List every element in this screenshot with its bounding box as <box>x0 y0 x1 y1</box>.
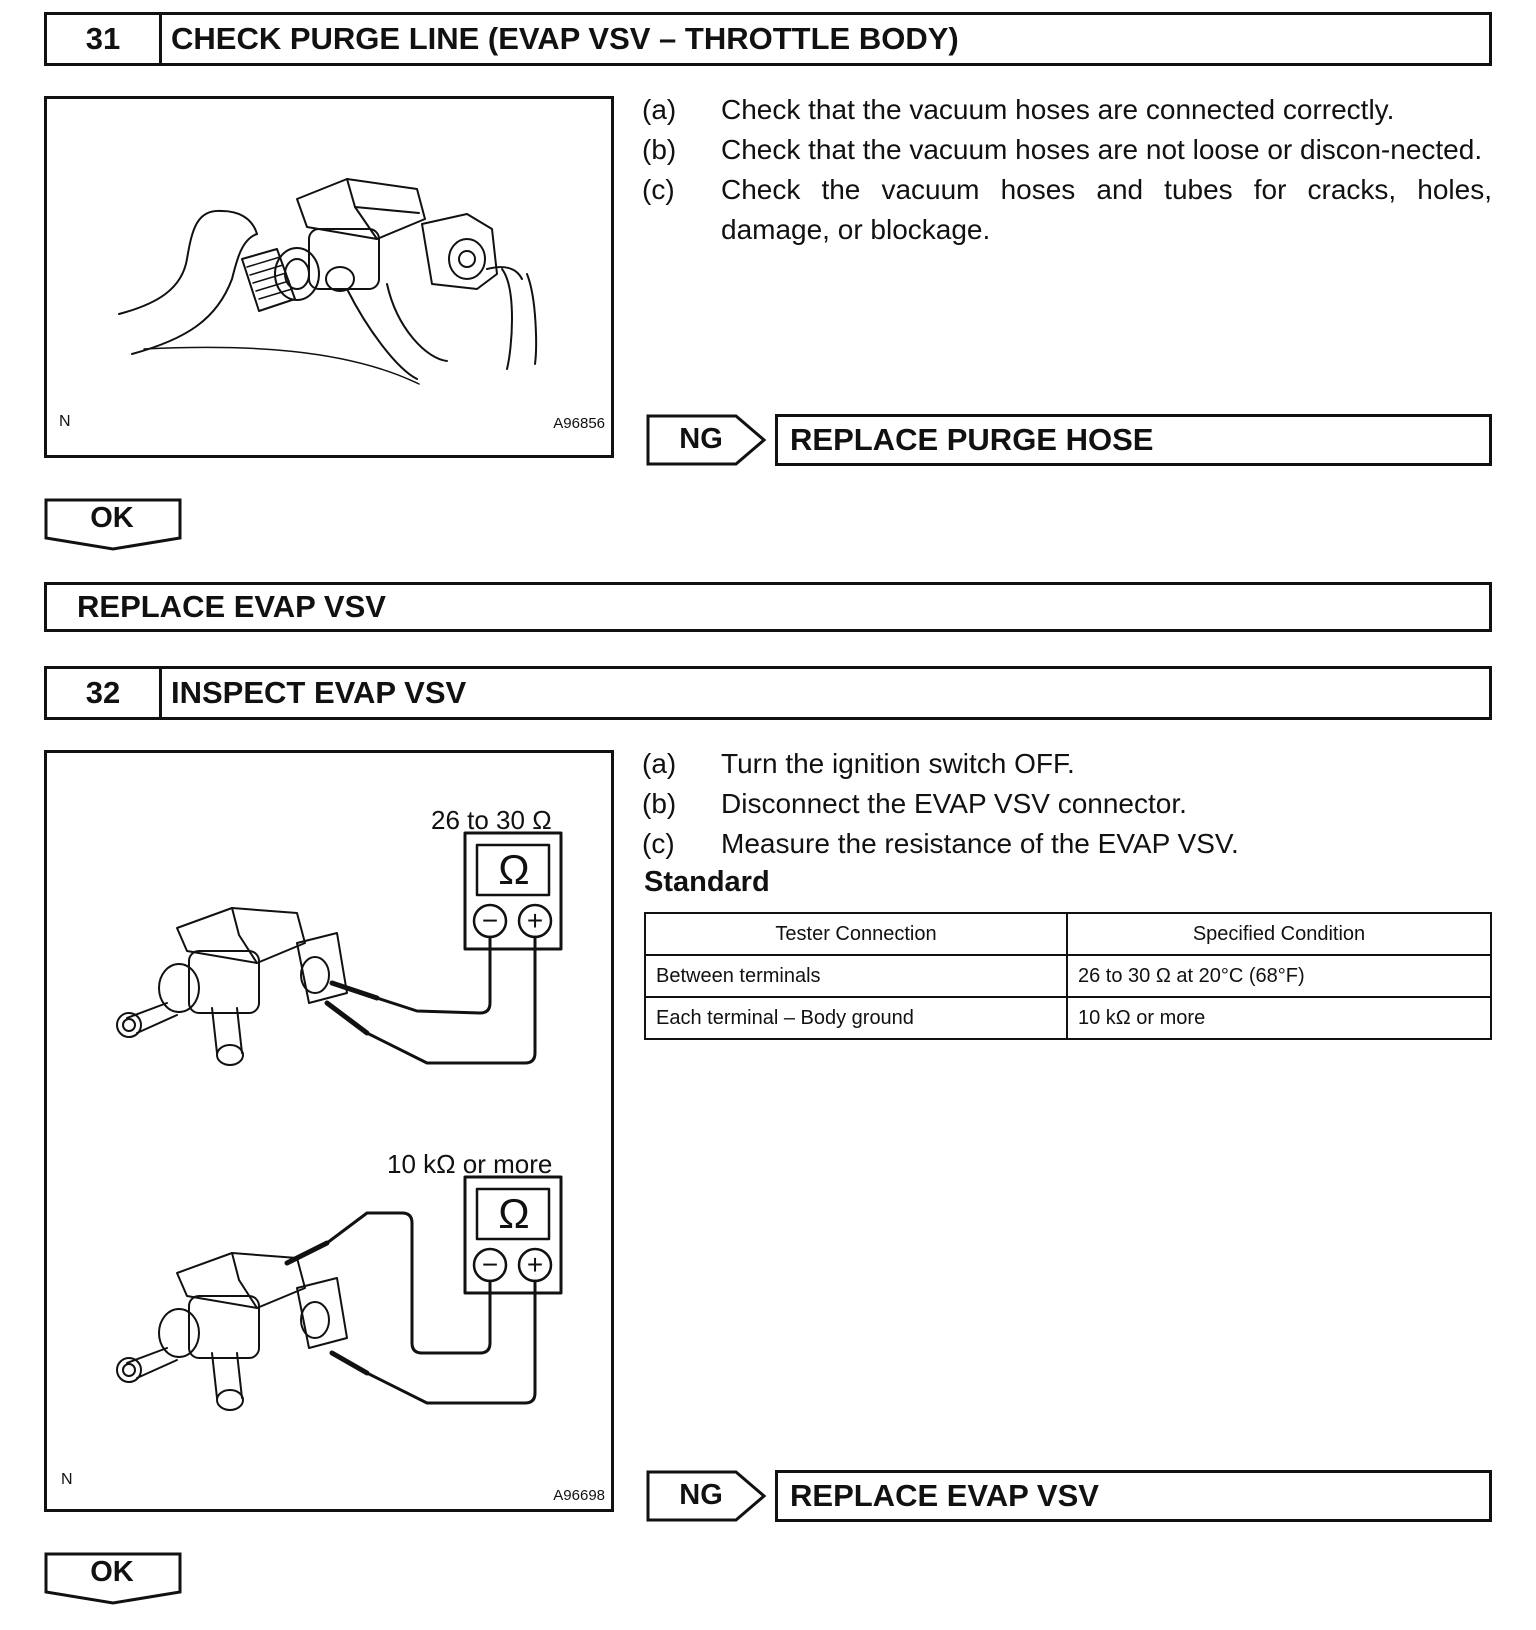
figure-id: A96698 <box>553 1487 605 1504</box>
instruction-item: (b) Disconnect the EVAP VSV connector. <box>642 788 1187 819</box>
figure-corner-label: N <box>61 1471 73 1488</box>
meter-2-label: 10 kΩ or more <box>387 1149 553 1179</box>
instruction-item: (a) Turn the ignition switch OFF. <box>642 748 1075 779</box>
ohm-icon: Ω <box>498 846 530 893</box>
table-header-cell: Tester Connection <box>645 913 1067 955</box>
plus-terminal-icon: + <box>526 1249 544 1280</box>
step-31-instructions <box>642 90 1492 250</box>
table-row <box>645 955 1491 997</box>
step-title: CHECK PURGE LINE (EVAP VSV – THROTTLE BODY) <box>171 21 959 56</box>
table-header-cell: Specified Condition <box>1067 913 1491 955</box>
ng-action-box: REPLACE PURGE HOSE <box>775 414 1492 466</box>
ok-action-label: REPLACE EVAP VSV <box>77 589 386 624</box>
instruction-item: (c) Check the vacuum hoses and tubes for cracks, holes, damage, or blockage. <box>642 174 1492 245</box>
instruction-item: (a) Check that the vacuum hoses are connected correctly. <box>642 94 1395 125</box>
step-32-header <box>44 666 1492 720</box>
table-cell: Each terminal – Body ground <box>645 997 1067 1039</box>
ng-label: NG <box>679 422 723 455</box>
ok-label: OK <box>90 501 134 534</box>
vsv-hose-illustration <box>47 99 611 455</box>
meter-1-label: 26 to 30 Ω <box>431 805 552 835</box>
instruction-item: (b) Check that the vacuum hoses are not loose or discon-nected. <box>642 134 1483 165</box>
plus-terminal-icon: + <box>526 905 544 936</box>
step-31-header <box>44 12 1492 66</box>
table-cell: Between terminals <box>645 955 1067 997</box>
purge-line-figure <box>44 96 614 458</box>
minus-terminal-icon: − <box>481 905 499 936</box>
step-number: 32 <box>47 669 162 717</box>
figure-id: A96856 <box>553 415 605 432</box>
ok-label: OK <box>90 1555 134 1588</box>
ok-indicator <box>44 498 184 552</box>
ohm-icon: Ω <box>498 1190 530 1237</box>
ng-indicator <box>646 414 770 466</box>
step-number: 31 <box>47 15 162 63</box>
table-cell: 10 kΩ or more <box>1067 997 1491 1039</box>
table-header-row <box>645 913 1491 955</box>
ok-action-box <box>44 582 1492 632</box>
ng-label: NG <box>679 1478 723 1511</box>
ng-action-box: REPLACE EVAP VSV <box>775 1470 1492 1522</box>
ok-indicator <box>44 1552 184 1606</box>
standard-label: Standard <box>644 866 770 898</box>
standard-table <box>644 912 1492 1040</box>
instruction-item: (c) Measure the resistance of the EVAP VSV. <box>642 828 1239 859</box>
figure-corner-label: N <box>59 413 71 430</box>
evap-vsv-figure <box>44 750 614 1512</box>
minus-terminal-icon: − <box>481 1249 499 1280</box>
table-row <box>645 997 1491 1039</box>
step-32-instructions <box>642 744 1492 864</box>
ng-indicator <box>646 1470 770 1522</box>
step-title: INSPECT EVAP VSV <box>171 675 467 710</box>
table-cell: 26 to 30 Ω at 20°C (68°F) <box>1067 955 1491 997</box>
